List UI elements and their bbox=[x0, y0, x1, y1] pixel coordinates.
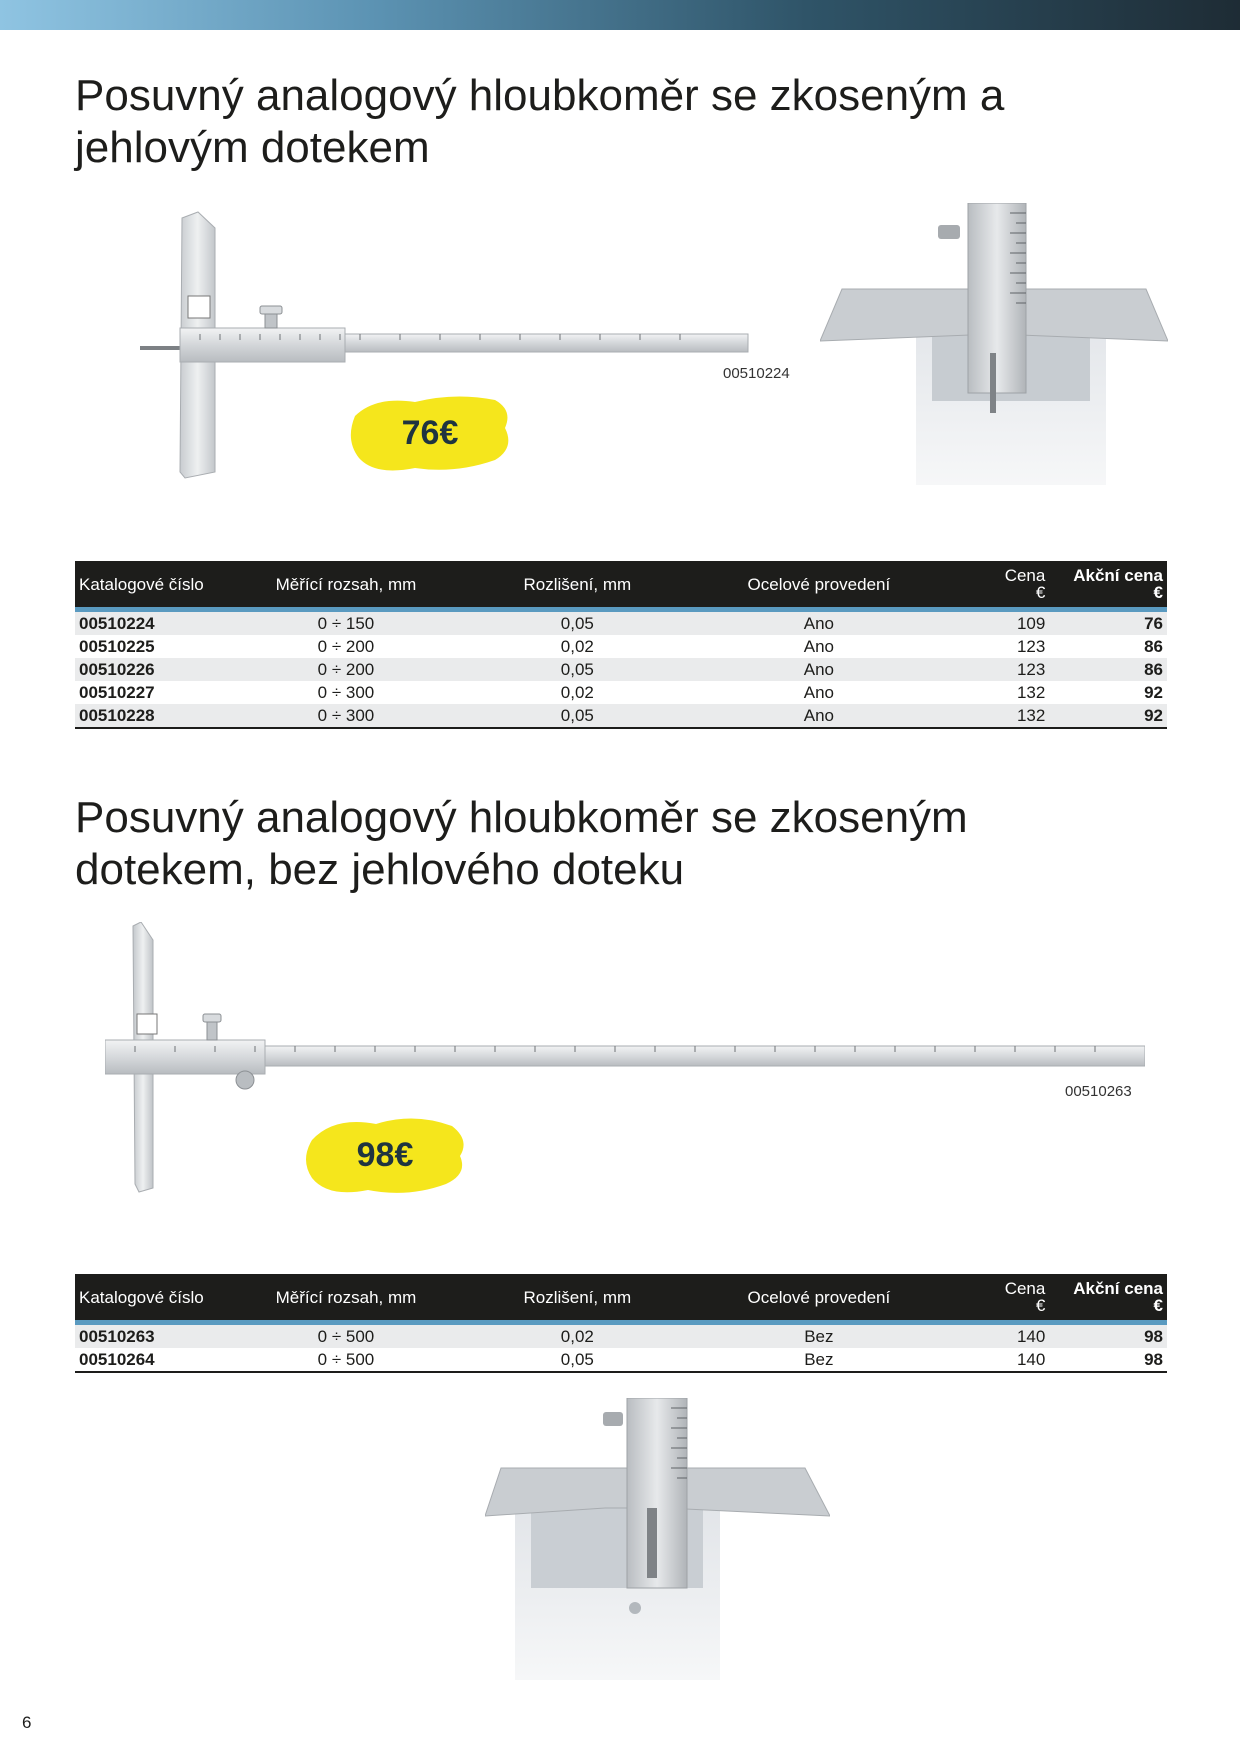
section-2-promo-badge bbox=[300, 1110, 470, 1200]
cell-code: 00510227 bbox=[75, 681, 245, 704]
header-sale-label: Akční cena bbox=[1073, 1279, 1163, 1298]
header-price bbox=[929, 561, 1057, 607]
cell-range: 0 ÷ 200 bbox=[245, 635, 446, 658]
cell-range: 0 ÷ 300 bbox=[245, 681, 446, 704]
cell-price: 123 bbox=[929, 635, 1057, 658]
table-row bbox=[75, 681, 1167, 704]
cell-resolution: 0,05 bbox=[446, 1348, 708, 1372]
cell-price: 140 bbox=[929, 1348, 1057, 1372]
cell-sale-price: 98 bbox=[1057, 1325, 1167, 1348]
depth-gauge-on-block-image-1 bbox=[820, 203, 1168, 485]
cell-steel: Ano bbox=[708, 635, 929, 658]
table-row bbox=[75, 658, 1167, 681]
cell-price: 123 bbox=[929, 658, 1057, 681]
section-2-catalog-code: 00510263 bbox=[1065, 1083, 1132, 1100]
cell-sale-price: 76 bbox=[1057, 612, 1167, 635]
header-sale-label: Akční cena bbox=[1073, 566, 1163, 585]
section-2-title-line-2: dotekem, bez jehlového doteku bbox=[75, 845, 685, 894]
cell-sale-price: 86 bbox=[1057, 658, 1167, 681]
cell-range: 0 ÷ 150 bbox=[245, 612, 446, 635]
table-row bbox=[75, 635, 1167, 658]
header-price-label: Cena bbox=[1004, 1279, 1046, 1298]
cell-price: 109 bbox=[929, 612, 1057, 635]
cell-resolution: 0,05 bbox=[446, 658, 708, 681]
cell-steel: Ano bbox=[708, 704, 929, 728]
header-sale-currency: € bbox=[1153, 1296, 1163, 1315]
section-1-promo-price: 76€ bbox=[401, 413, 459, 452]
table-header-row bbox=[75, 561, 1167, 607]
header-measuring-range: Měřící rozsah, mm bbox=[245, 1274, 446, 1320]
section-1-catalog-code: 00510224 bbox=[723, 365, 790, 382]
header-steel-version: Ocelové provedení bbox=[708, 561, 929, 607]
header-price-currency: € bbox=[1035, 583, 1046, 602]
section-1-promo-badge bbox=[345, 388, 515, 478]
cell-price: 132 bbox=[929, 704, 1057, 728]
cell-sale-price: 92 bbox=[1057, 681, 1167, 704]
section-1-spec-table bbox=[75, 561, 1167, 729]
header-price-label: Cena bbox=[1004, 566, 1046, 585]
header-sale-currency: € bbox=[1153, 583, 1163, 602]
header-catalog-number: Katalogové číslo bbox=[75, 561, 245, 607]
cell-range: 0 ÷ 500 bbox=[245, 1348, 446, 1372]
depth-gauge-on-block-image-2 bbox=[485, 1398, 830, 1680]
cell-steel: Bez bbox=[708, 1348, 929, 1372]
top-gradient-band bbox=[0, 0, 1240, 30]
section-1-title-line-2: jehlovým dotekem bbox=[75, 123, 430, 172]
page-number: 6 bbox=[22, 1713, 32, 1732]
cell-resolution: 0,02 bbox=[446, 681, 708, 704]
table-row bbox=[75, 1325, 1167, 1348]
header-sale-price bbox=[1057, 561, 1167, 607]
cell-steel: Bez bbox=[708, 1325, 929, 1348]
cell-sale-price: 98 bbox=[1057, 1348, 1167, 1372]
cell-steel: Ano bbox=[708, 681, 929, 704]
section-1-title-line-1: Posuvný analogový hloubkoměr se zkoseným a bbox=[75, 71, 1005, 120]
section-2-spec-table bbox=[75, 1274, 1167, 1373]
cell-resolution: 0,02 bbox=[446, 635, 708, 658]
cell-code: 00510224 bbox=[75, 612, 245, 635]
section-2-promo-price: 98€ bbox=[356, 1135, 414, 1174]
section-1-title bbox=[75, 70, 1175, 174]
cell-steel: Ano bbox=[708, 658, 929, 681]
cell-range: 0 ÷ 200 bbox=[245, 658, 446, 681]
section-2-title-line-1: Posuvný analogový hloubkoměr se zkoseným bbox=[75, 793, 968, 842]
cell-resolution: 0,02 bbox=[446, 1325, 708, 1348]
header-measuring-range: Měřící rozsah, mm bbox=[245, 561, 446, 607]
header-price-currency: € bbox=[1035, 1296, 1046, 1315]
cell-code: 00510263 bbox=[75, 1325, 245, 1348]
header-sale-price bbox=[1057, 1274, 1167, 1320]
section-2-title bbox=[75, 792, 1175, 896]
cell-sale-price: 86 bbox=[1057, 635, 1167, 658]
cell-sale-price: 92 bbox=[1057, 704, 1167, 728]
cell-code: 00510228 bbox=[75, 704, 245, 728]
table-row bbox=[75, 612, 1167, 635]
cell-resolution: 0,05 bbox=[446, 704, 708, 728]
cell-steel: Ano bbox=[708, 612, 929, 635]
depth-gauge-no-needle-image bbox=[105, 922, 1145, 1194]
cell-price: 140 bbox=[929, 1325, 1057, 1348]
cell-range: 0 ÷ 500 bbox=[245, 1325, 446, 1348]
cell-price: 132 bbox=[929, 681, 1057, 704]
header-resolution: Rozlišení, mm bbox=[446, 1274, 708, 1320]
cell-code: 00510264 bbox=[75, 1348, 245, 1372]
cell-resolution: 0,05 bbox=[446, 612, 708, 635]
header-resolution: Rozlišení, mm bbox=[446, 561, 708, 607]
cell-code: 00510226 bbox=[75, 658, 245, 681]
table-row bbox=[75, 704, 1167, 728]
header-price bbox=[929, 1274, 1057, 1320]
table-header-row bbox=[75, 1274, 1167, 1320]
cell-code: 00510225 bbox=[75, 635, 245, 658]
header-steel-version: Ocelové provedení bbox=[708, 1274, 929, 1320]
cell-range: 0 ÷ 300 bbox=[245, 704, 446, 728]
table-row bbox=[75, 1348, 1167, 1372]
header-catalog-number: Katalogové číslo bbox=[75, 1274, 245, 1320]
